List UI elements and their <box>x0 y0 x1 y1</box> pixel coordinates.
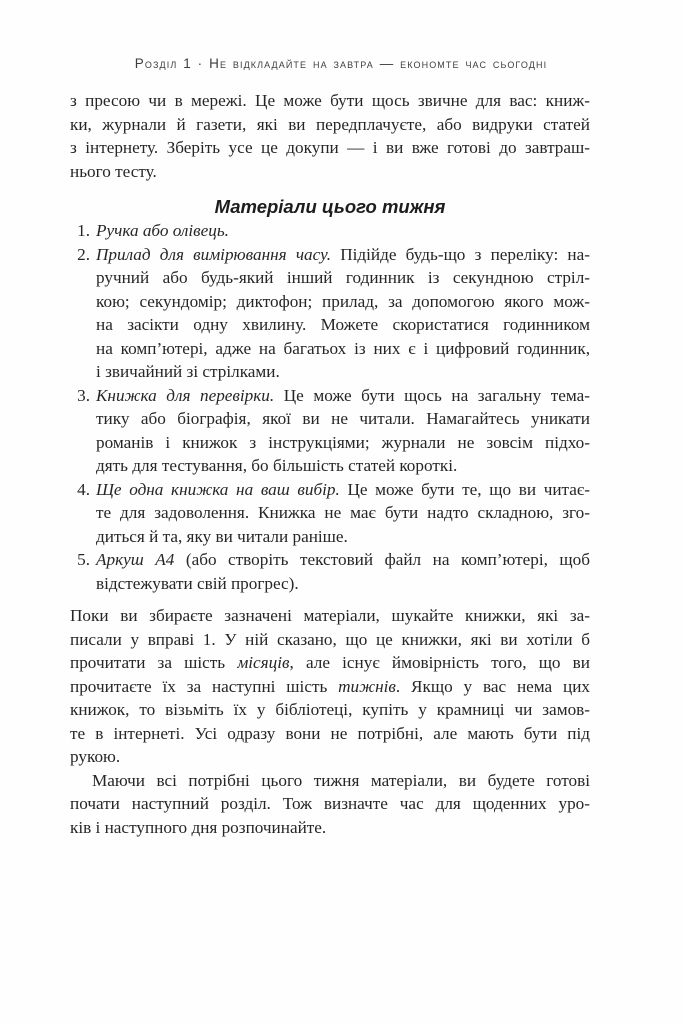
text-segment: , але існує ймовірність того, що ви <box>289 653 590 672</box>
list-item-text <box>96 243 590 384</box>
text-line <box>96 572 590 596</box>
text-line <box>70 722 590 746</box>
text-segment: відстежувати свій прогрес). <box>96 573 299 593</box>
list-item <box>70 219 590 243</box>
text-line <box>96 313 590 337</box>
text-line <box>96 219 590 243</box>
text-line <box>96 243 590 267</box>
list-item <box>70 548 590 595</box>
text-segment: Книжка для перевірки. <box>96 385 275 405</box>
list-item <box>70 384 590 478</box>
text-line <box>70 745 590 769</box>
text-segment: писали у вправі 1. У ній сказано, що це книжки, які ви хотіли б <box>70 629 590 649</box>
closing-paragraph <box>70 769 590 840</box>
list-item-text <box>96 548 590 595</box>
text-line <box>70 698 590 722</box>
text-segment: Ручка або олівець. <box>96 221 229 240</box>
text-segment: тижнів <box>338 676 396 696</box>
text-segment: Це може бути те, що ви читає- <box>339 479 590 499</box>
text-line <box>70 113 590 137</box>
text-segment: місяців <box>237 653 290 672</box>
text-line <box>70 628 590 652</box>
text-line <box>96 454 590 478</box>
text-line <box>70 136 590 160</box>
list-item-number: 4. <box>77 479 90 499</box>
text-line <box>96 384 590 408</box>
text-line <box>96 548 590 572</box>
text-line <box>96 360 590 384</box>
text-segment: на засікти одну хвилину. Можете скористатися годинником <box>96 315 590 334</box>
text-segment: прочитати за шість <box>70 653 238 672</box>
text-line <box>70 651 590 675</box>
text-line <box>70 816 590 840</box>
intro-paragraph <box>70 89 590 183</box>
text-segment: ки, журнали й газети, які ви передплачуєте, або видруки статей <box>70 114 590 134</box>
running-header: Розділ 1 · Не відкладайте на завтра — економте час сьогодні <box>134 56 548 71</box>
text-segment: тику або біографія, якої ви не читали. Намагайтесь уникати <box>96 409 590 428</box>
text-segment: Аркуш А4 <box>96 550 175 569</box>
text-segment: з інтернету. Зберіть усе це докупи — і ви вже готові до завтраш- <box>70 138 590 157</box>
text-line <box>96 407 590 431</box>
text-segment: Маючи всі потрібні цього тижня матеріали, ви будете готові <box>92 770 590 790</box>
text-line <box>96 290 590 314</box>
text-segment: ручний або будь-який інший годинник із секундною стріл- <box>96 268 590 287</box>
text-segment: з пресою чи в мережі. Це може бути щось звичне для вас: книж- <box>70 91 590 110</box>
text-segment: (або створіть текстовий файл на комп’ютері, щоб <box>174 550 590 569</box>
text-line <box>96 337 590 361</box>
text-segment: романів і книжок з інструкціями; журнали не зовсім підхо- <box>96 432 590 452</box>
text-segment: почати наступний розділ. Тож визначте час для щоденних уро- <box>70 794 590 813</box>
text-line <box>96 501 590 525</box>
list-item-number: 3. <box>77 385 90 405</box>
list-item <box>70 478 590 549</box>
list-item-text <box>96 478 590 549</box>
materials-list <box>70 219 590 595</box>
text-segment: і звичайний зі стрілками. <box>96 362 280 381</box>
text-segment: те в інтернеті. Усі одразу вони не потрібні, але мають бути під <box>70 723 590 743</box>
list-item-text <box>96 384 590 478</box>
text-segment: Прилад для вимірювання часу. <box>96 244 331 264</box>
books-paragraph <box>70 604 590 769</box>
text-segment: Поки ви збираєте зазначені матеріали, шукайте книжки, які за- <box>70 606 590 625</box>
text-segment: дять для тестування, бо більшість статей короткі. <box>96 456 458 475</box>
text-line <box>70 160 590 184</box>
text-segment: на комп’ютері, адже на багатьох із них є і цифровий годинник, <box>96 338 590 358</box>
text-line <box>96 431 590 455</box>
text-segment: Підійде будь-що з переліку: на- <box>331 244 590 264</box>
list-item-number: 5. <box>77 550 90 569</box>
text-line <box>70 604 590 628</box>
text-line <box>96 266 590 290</box>
text-line <box>96 478 590 502</box>
text-line <box>70 769 590 793</box>
text-segment: те для задоволення. Книжка не має бути надто складною, зго- <box>96 503 590 522</box>
text-line <box>70 792 590 816</box>
text-segment: Ще одна книжка на ваш вибір. <box>96 479 340 499</box>
text-segment: книжок, то візьміть їх у бібліотеці, купіть у крамниці чи замов- <box>70 700 590 719</box>
text-segment: диться й та, яку ви читали раніше. <box>96 526 348 546</box>
list-item-text <box>96 219 590 243</box>
list-item-number: 1. <box>77 221 90 240</box>
text-segment: рукою. <box>70 747 121 766</box>
text-line <box>70 675 590 699</box>
text-line <box>96 525 590 549</box>
section-heading: Матеріали цього тижня <box>214 196 446 217</box>
text-segment: нього тесту. <box>70 161 157 181</box>
list-item <box>70 243 590 384</box>
text-segment: . Якщо у вас нема цих <box>395 676 590 696</box>
text-segment: прочитаєте їх за наступні шість <box>70 676 339 696</box>
text-segment: кою; секундомір; диктофон; прилад, за допомогою якого мож- <box>96 291 590 311</box>
text-segment: ків і наступного дня розпочинайте. <box>70 817 327 837</box>
text-segment: Це може бути щось на загальну тема- <box>274 385 590 405</box>
text-block <box>70 89 590 839</box>
list-item-number: 2. <box>77 244 90 264</box>
text-line <box>70 89 590 113</box>
